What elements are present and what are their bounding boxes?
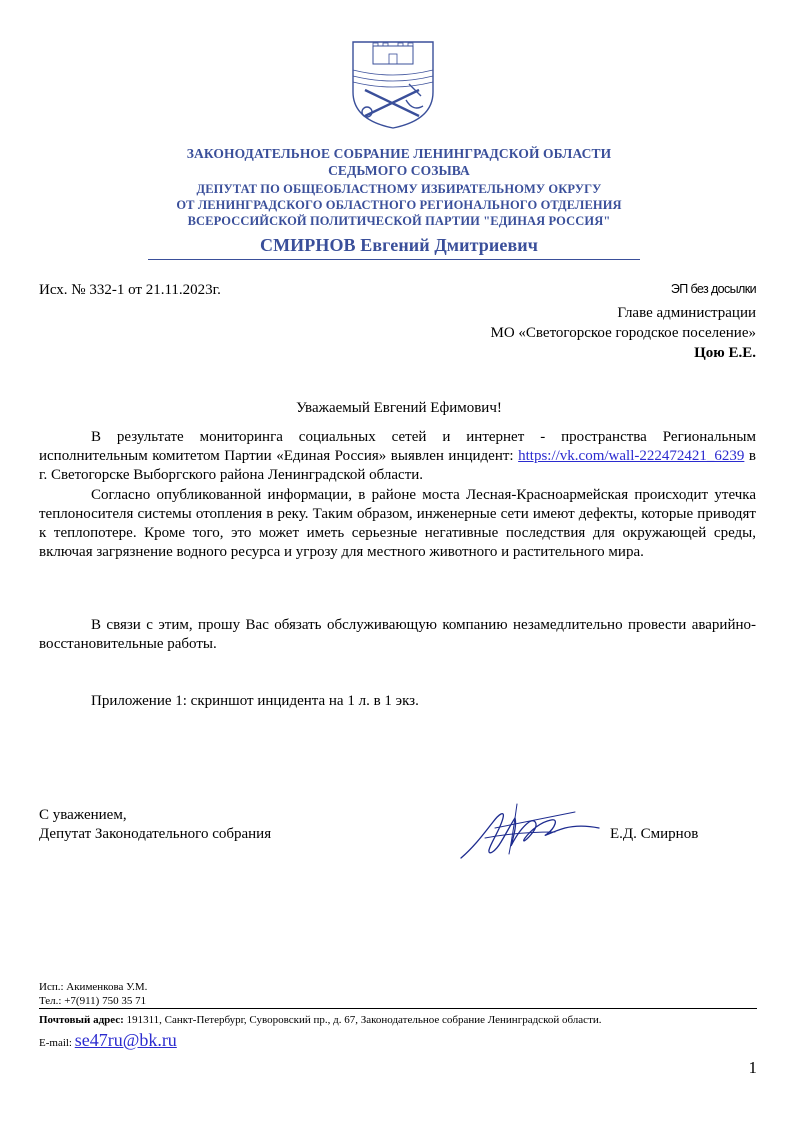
paragraph-incident-text: В результате мониторинга социальных сетей и интернет - пространства Региональным исполнительным комитетом Партии «Единая Россия» выявлен инцидент: — [39, 429, 756, 464]
postal-address-value: 191311, Санкт-Петербург, Суворовский пр., д. 67, Законодательное собрание Ленинградской области. — [123, 1014, 602, 1026]
delivery-note: ЭП без досылки — [670, 282, 756, 296]
coat-of-arms-emblem — [351, 40, 435, 130]
header-deputy-name: СМИРНОВ Евгений Дмитриевич — [259, 235, 539, 255]
email-line — [39, 1030, 177, 1050]
handwritten-signature — [455, 798, 605, 866]
addressee-organization: МО «Светогорское городское поселение» — [490, 325, 756, 341]
header-line-deputy: ДЕПУТАТ ПО ОБЩЕОБЛАСТНОМУ ИЗБИРАТЕЛЬНОМУ ОКРУГУ — [196, 182, 602, 196]
paragraph-request: В связи с этим, прошу Вас обязать обслуживающую компанию незамедлительно провести аварийно-восстановительные работы. — [39, 617, 756, 652]
postal-address-label: Почтовый адрес: — [39, 1014, 124, 1026]
signer-title: Депутат Законодательного собрания — [39, 826, 272, 842]
postal-address — [39, 1013, 602, 1027]
salutation: Уважаемый Евгений Ефимович! — [296, 400, 502, 416]
addressee-position: Главе администрации — [617, 305, 756, 321]
header-line-convocation: СЕДЬМОГО СОЗЫВА — [328, 163, 470, 178]
header-line-branch: ОТ ЛЕНИНГРАДСКОГО ОБЛАСТНОГО РЕГИОНАЛЬНОГО ОТДЕЛЕНИЯ — [176, 198, 622, 212]
paragraph-details: Согласно опубликованной информации, в районе моста Лесная-Красноармейская происходит утечка теплоносителя системы отопления в реку. Таким образом, инженерные сети имеют дефекты, которые приводят к теплопотере. Кроме того, это может иметь серьезные негативные последствия для окружающей среды, включая загрязнение водного ресурса и угрозу для местного животного и растительного мира. — [39, 487, 756, 560]
page-number: 1 — [748, 1058, 757, 1077]
paragraph-incident — [39, 428, 756, 485]
closing: С уважением, — [39, 807, 127, 823]
header-divider — [148, 259, 640, 260]
signer-name: Е.Д. Смирнов — [610, 826, 699, 842]
header-line-assembly: ЗАКОНОДАТЕЛЬНОЕ СОБРАНИЕ ЛЕНИНГРАДСКОЙ ОБЛАСТИ — [186, 146, 612, 161]
attachment-note: Приложение 1: скриншот инцидента на 1 л. в 1 экз. — [91, 693, 419, 709]
outgoing-number: Исх. № 332-1 от 21.11.2023г. — [39, 282, 221, 298]
email-link[interactable]: se47ru@bk.ru — [74, 1030, 177, 1050]
executor-phone: Тел.: +7(911) 750 35 71 — [39, 995, 147, 1007]
incident-link[interactable]: https://vk.com/wall-222472421_6239 — [518, 448, 745, 464]
paragraph-incident-location: в г. Светогорске Выборгского района Ленинградской области. — [39, 448, 756, 483]
header-line-party: ВСЕРОССИЙСКОЙ ПОЛИТИЧЕСКОЙ ПАРТИИ "ЕДИНАЯ РОССИЯ" — [187, 214, 611, 228]
addressee-name: Цою Е.Е. — [694, 345, 756, 361]
email-label: E-mail: — [39, 1037, 75, 1049]
executor: Исп.: Акименкова У.М. — [39, 981, 148, 993]
footer-divider — [39, 1008, 757, 1009]
